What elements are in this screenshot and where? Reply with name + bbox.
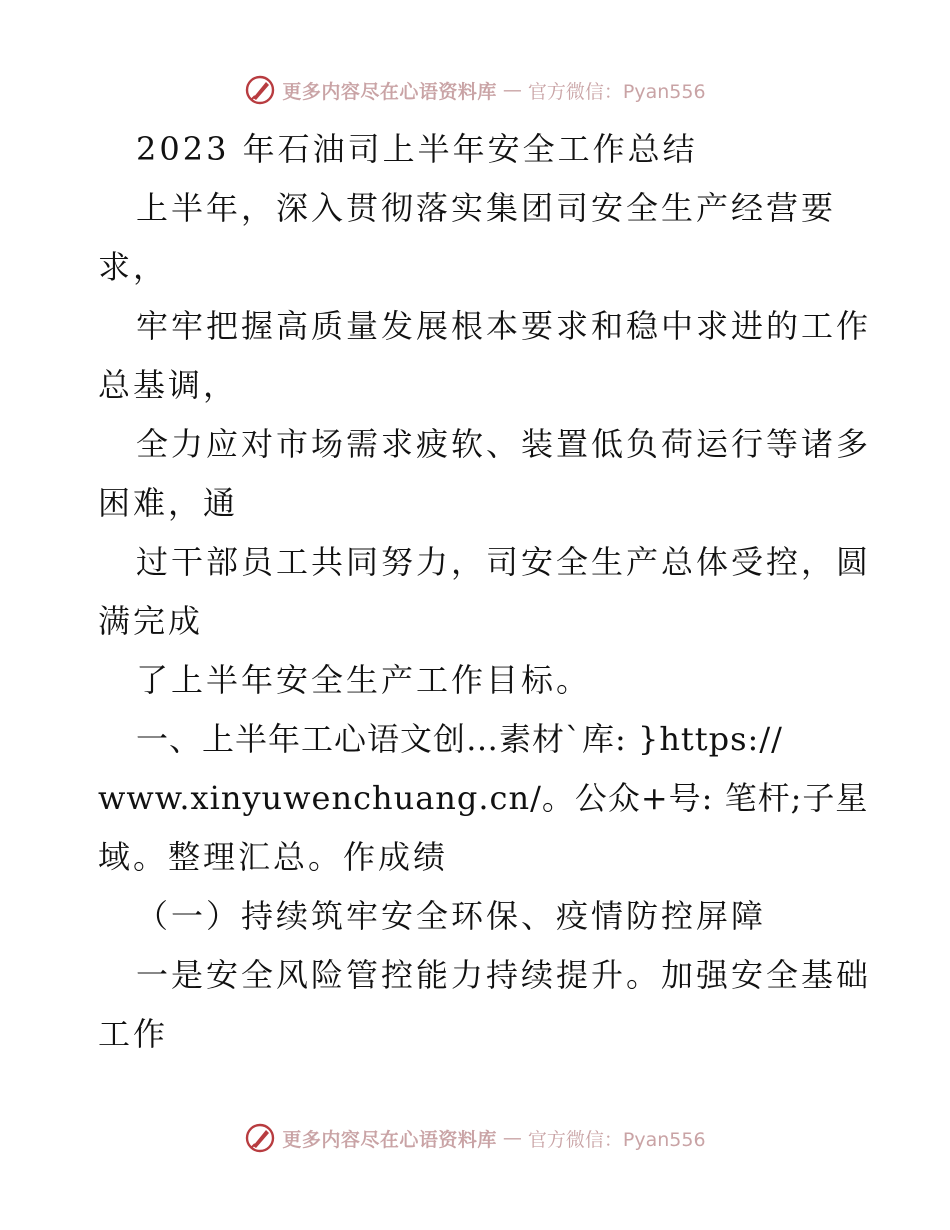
- watermark-group: [244, 1122, 705, 1154]
- paragraph-line: 过干部员工共同努力，司安全生产总体受控，圆: [136, 543, 872, 581]
- footer-watermark: [0, 1118, 950, 1158]
- quill-pen-circle-icon: [244, 74, 276, 106]
- paragraph-line: 一是安全风险管控能力持续提升。加强安全基础: [136, 956, 872, 994]
- section-heading: 一、上半年工心语文创…素材`库: }https://: [136, 720, 783, 758]
- watermark-separator: —: [502, 1127, 522, 1149]
- paragraph-line: 牢牢把握高质量发展根本要求和稳中求进的工作: [136, 307, 872, 345]
- quill-pen-circle-icon: [244, 1122, 276, 1154]
- document-body: [98, 120, 872, 1064]
- subsection-heading: （一）持续筑牢安全环保、疫情防控屏障: [136, 897, 767, 935]
- paragraph-line: 总基调，: [98, 366, 239, 404]
- paragraph-line: 全力应对市场需求疲软、装置低负荷运行等诸多: [136, 425, 872, 463]
- paragraph-line: 工作: [98, 1015, 169, 1053]
- watermark-contact: 官方微信：Pyan556: [527, 80, 706, 103]
- document-title: 2023 年石油司上半年安全工作总结: [136, 130, 698, 168]
- paragraph-line: 了上半年安全生产工作目标。: [136, 661, 592, 699]
- watermark-contact: 官方微信：Pyan556: [527, 1128, 706, 1151]
- watermark-site-text: 更多内容尽在心语资料库: [282, 1128, 497, 1151]
- header-watermark: [0, 70, 950, 110]
- paragraph-line: 满完成: [98, 602, 204, 640]
- paragraph-line: 困难，通: [98, 484, 239, 522]
- watermark-separator: —: [502, 79, 522, 101]
- watermark-site-text: 更多内容尽在心语资料库: [282, 80, 497, 103]
- paragraph-line: 上半年，深入贯彻落实集团司安全生产经营要: [136, 189, 837, 227]
- paragraph-line: 域。整理汇总。作成绩: [98, 838, 449, 876]
- watermark-group: [244, 74, 705, 106]
- paragraph-line: www.xinyuwenchuang.cn/。公众+号: 笔杆;子星: [98, 779, 869, 817]
- paragraph-line: 求，: [98, 248, 169, 286]
